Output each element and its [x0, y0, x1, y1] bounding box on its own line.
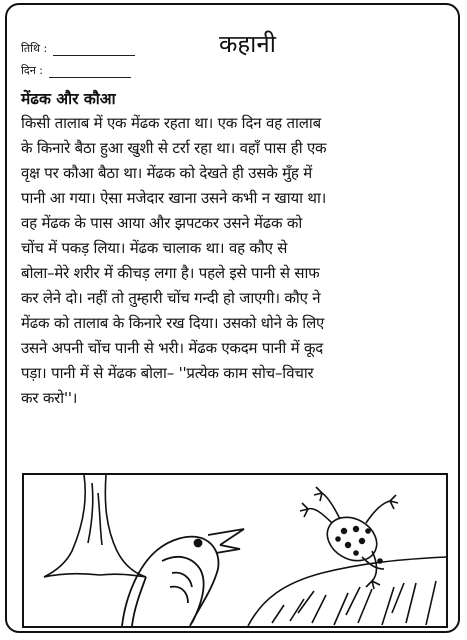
date-blank-line[interactable] [53, 44, 135, 56]
story-body [21, 111, 451, 411]
story-line: चोंच में पकड़ लिया। मेंढक चालाक था। वह कौए से [21, 239, 288, 257]
story-illustration [22, 473, 448, 628]
story-line: उसने अपनी चोंच पानी से भरी। मेंढक एकदम पानी में कूद [21, 339, 324, 357]
illustration-svg [22, 473, 448, 628]
story-line: बोला–मेरे शरीर में कीचड़ लगा है। पहले इसे पानी से साफ [21, 264, 320, 282]
story-line: किसी तालाब में एक मेंढक रहता था। एक दिन वह तालाब [21, 114, 321, 132]
day-field [21, 63, 131, 78]
page-heading: कहानी [219, 30, 276, 58]
story-line: कर करो''। [21, 389, 78, 407]
date-label: तिथि : [21, 42, 48, 55]
story-line: वह मेंढक के पास आया और झपटकर उसने मेंढक को [21, 214, 303, 232]
day-label: दिन : [21, 64, 43, 77]
worksheet-page [5, 3, 460, 633]
day-blank-line[interactable] [49, 66, 131, 78]
story-line: कर लेने दो। नहीं तो तुम्हारी चोंच गन्दी हो जाएगी। कौए ने [21, 289, 321, 307]
story-line: पड़ा। पानी में से मेंढक बोला– ''प्रत्येक काम सोच–विचार [21, 364, 314, 382]
story-line: वृक्ष पर कौआ बैठा था। मेंढक को देखते ही उसके मुँह में [21, 164, 313, 182]
story-line: पानी आ गया। ऐसा मजेदार खाना उसने कभी न खाया था। [21, 189, 327, 207]
story-line: मेंढक को तालाब के किनारे रख दिया। उसको धोने के लिए [21, 314, 325, 332]
story-line: के किनारे बैठा हुआ खुशी से टर्रा रहा था। वहाँ पास ही एक [21, 139, 327, 157]
date-field [21, 41, 135, 56]
story-title: मेंढक और कौआ [21, 90, 116, 108]
